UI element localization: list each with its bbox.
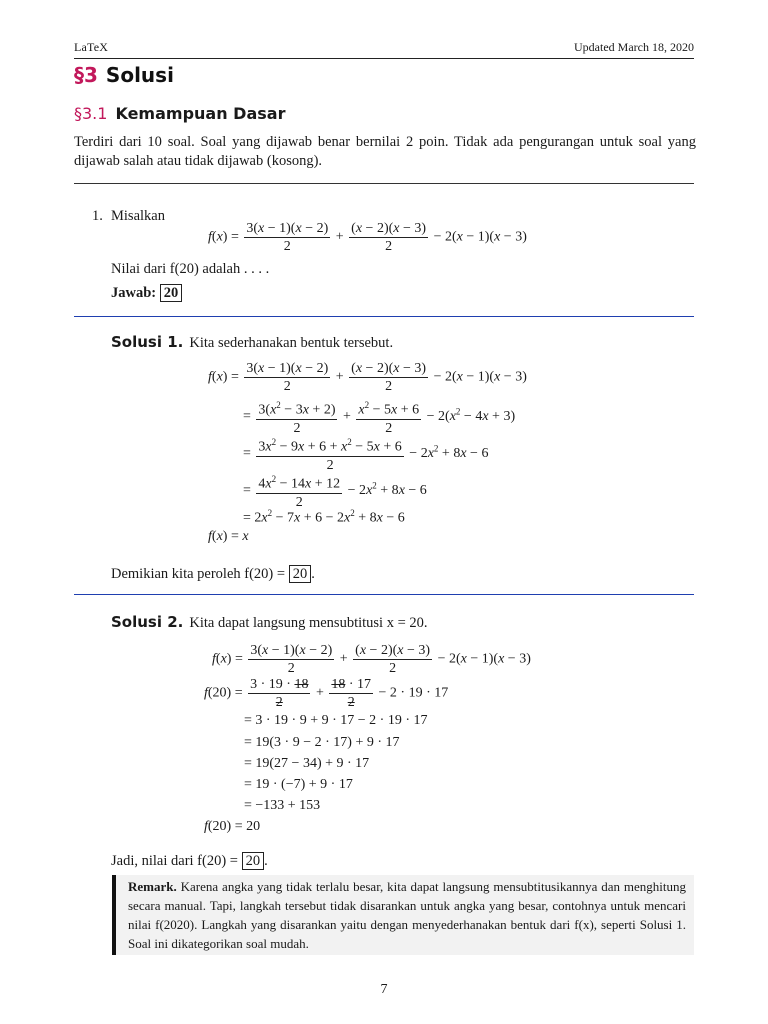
solution-divider-2 [74,594,694,595]
remark-body: Karena angka yang tidak terlalu besar, kita dapat langsung mensubtitusikannya dan menghitung secara manual. Tapi, langkah tersebut tidak disarankan untuk angka yang besar, contohnya untuk mencari nilai f(2020). Langkah yang disarankan yaitu dengan menyederhanakan bentuk dari f(x), seperti Solusi 1. Soal ini dikategorikan soal mudah. [128,879,686,951]
sol1-line-2: = $\frac{3(x^2 - 3x + 2)}{2}$ + $\frac{x^2 - 5x + 6}{2}$ − $2(x^2 - 4x + 3)$ [243,397,515,437]
solution2-intro [111,613,428,632]
problem-question: Nilai dari f(20) adalah . . . . [111,261,270,277]
page-number: 7 [380,982,388,997]
header-latex-logo: LaTeX [74,40,109,54]
divider-rule [74,183,694,184]
problem-equation: f(x) = $\frac{3(x - 1)(x - 2)}{2}$ + $\frac{(x - 2)(x - 3)}{2}$ − 2(x − 1)(x − 3) [208,221,527,254]
solution1-lead: Kita sederhanakan bentuk tersebut. [189,335,394,351]
subsection-title-text: Kemampuan Dasar [115,104,286,123]
sol2-line-5: = 19(27 − 34) + 9 · 17 [244,756,370,771]
sol2-line-8: f(20) = 20 [204,819,261,834]
problem-number: 1. [92,208,103,224]
problem-answer [111,284,182,302]
solution1-heading: Solusi 1. [111,333,184,351]
solution2-lead: Kita dapat langsung mensubtitusi x = 20. [189,615,428,631]
answer-box: 20 [160,284,183,302]
header-date: Updated March 18, 2020 [574,40,694,54]
solution1-conclusion-text: Demikian kita peroleh f(20) = [111,566,286,582]
sol1-line-6: f(x) = x [208,529,249,544]
intro-paragraph: Terdiri dari 10 soal. Soal yang dijawab benar bernilai 2 poin. Tidak ada pengurangan untuk soal yang dijawab salah atau tidak dijawab (kosong). [74,134,696,169]
section-number: §3 [74,63,98,87]
header-rule [74,58,694,59]
solution1-answer-box: 20 [289,565,312,583]
section-title [74,63,174,87]
subsection-number: §3.1 [74,104,108,123]
solution2-conclusion: Jadi, nilai dari f(20) = 20 . [111,853,268,869]
sol2-line-4: = 19(3 · 9 − 2 · 17) + 9 · 17 [244,735,400,750]
solution2-answer-box: 20 [242,852,265,870]
solution2-heading: Solusi 2. [111,613,184,631]
solution-divider [74,316,694,317]
sol1-line-5: = $2x^2 - 7x + 6 - 2x^2 + 8x - 6$ [243,508,405,526]
remark-bar [112,875,116,955]
sol2-line-3: = 3 · 19 · 9 + 9 · 17 − 2 · 19 · 17 [244,713,428,728]
sol2-line-1: f(x) = $\frac{3(x - 1)(x - 2)}{2}$ + $\frac{(x - 2)(x - 3)}{2}$ − 2(x − 1)(x − 3) [212,643,531,676]
subsection-title [74,104,285,123]
sol1-line-1: f(x) = $\frac{3(x - 1)(x - 2)}{2}$ + $\frac{(x - 2)(x - 3)}{2}$ − 2(x − 1)(x − 3) [208,361,527,394]
solution2-conclusion-text: Jadi, nilai dari f(20) = [111,853,238,869]
sol1-line-3: = $\frac{3x^2 - 9x + 6 + x^2 - 5x + 6}{2}$ − $2x^2 + 8x - 6$ [243,434,488,474]
remark-label: Remark. [128,879,177,894]
remark-text [128,877,686,953]
sol2-line-6: = 19 · (−7) + 9 · 17 [244,777,353,792]
sol2-line-7: = −133 + 153 [244,798,321,813]
solution1-conclusion: Demikian kita peroleh f(20) = 20 . [111,566,315,582]
solution1-intro [111,333,393,352]
answer-label: Jawab: [111,285,157,301]
problem-lead: Misalkan [111,208,165,224]
section-title-text: Solusi [105,63,174,87]
sol2-line-2: f(20) = $\frac{3 \cdot 19 \cdot 18}{2}$ + $\frac{18 \cdot 17}{2}$ − 2 · 19 · 17 [204,677,449,710]
sol1-line-4: = $\frac{4x^2 - 14x + 12}{2}$ − $2x^2 + 8x - 6$ [243,471,427,511]
